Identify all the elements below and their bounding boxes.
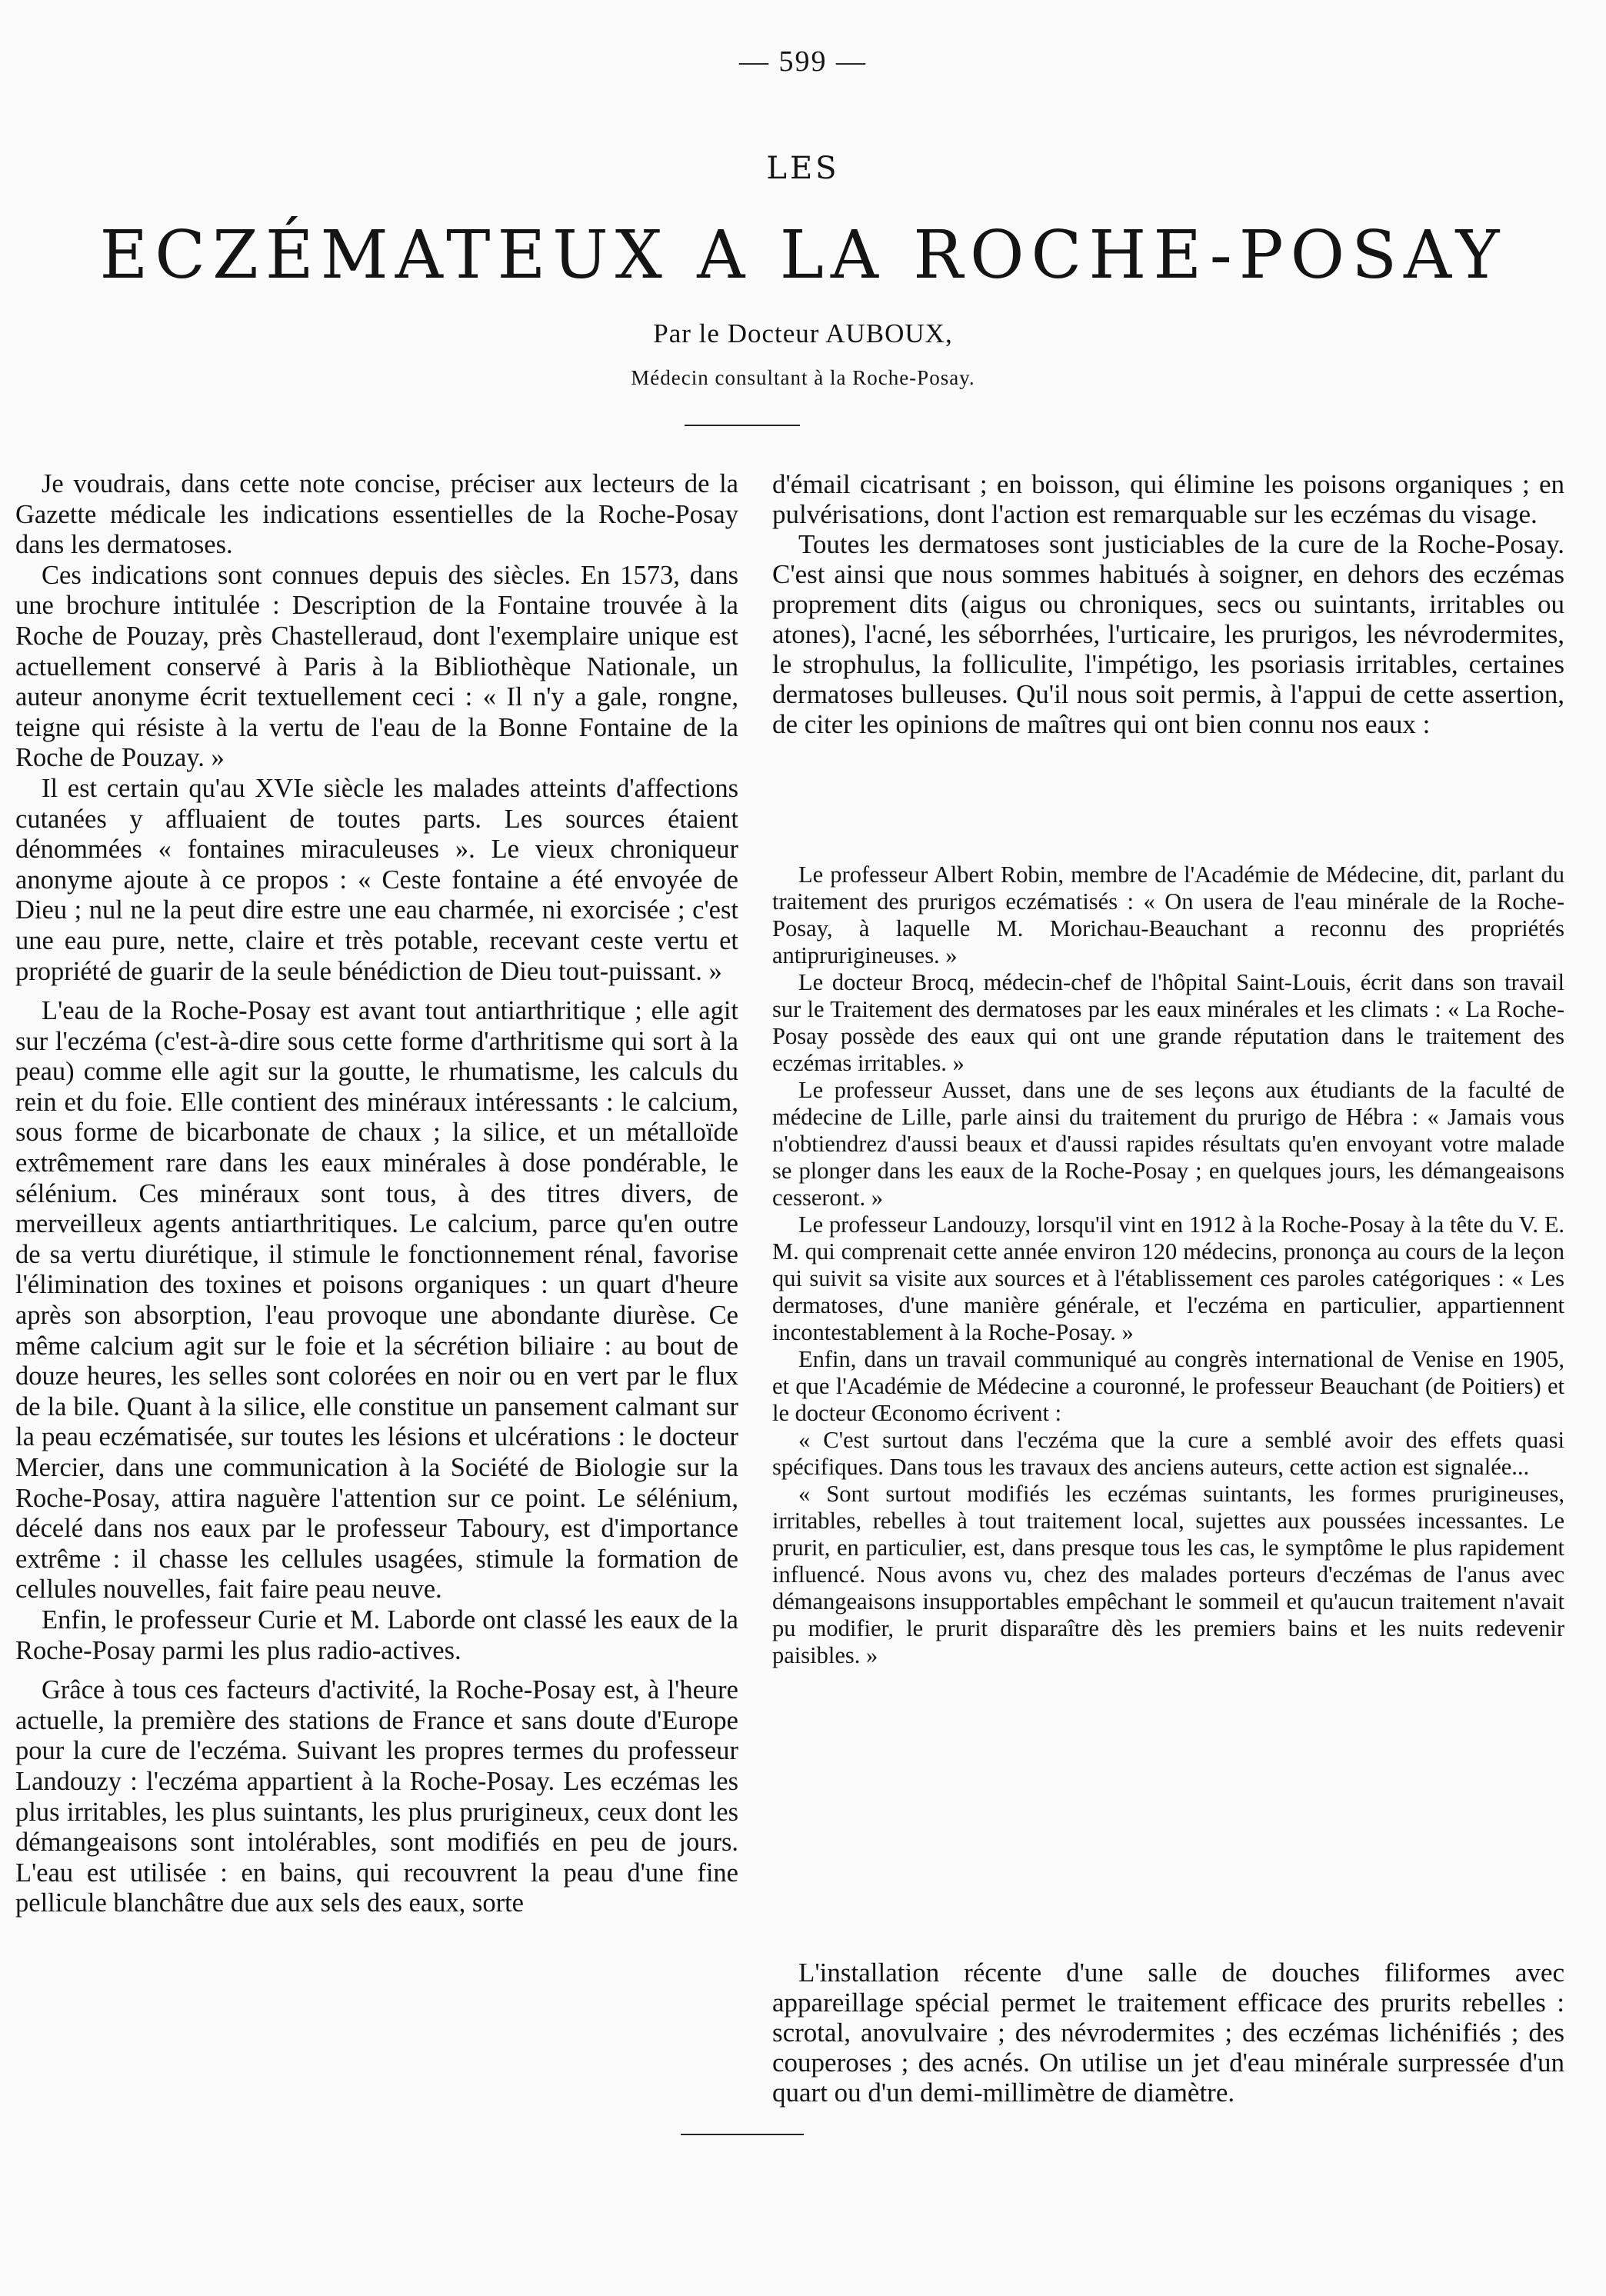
quote-paragraph: Enfin, dans un travail communiqué au congrès international de Venise en 1905, et que l'Académie de Médecine a couronné, le professeur Beauchant (de Poitiers) et le docteur Œconomo écrivent : — [772, 1346, 1564, 1426]
left-column — [15, 469, 738, 1919]
quote-paragraph: « Sont surtout modifiés les eczémas suintants, les formes prurigineuses, irritables, rebelles à tout traitement local, sujettes aux poussées incessantes. Le prurit, en particulier, est, dans presque tous les cas, le symptôme le plus rapidement influencé. Nous avons vu, chez des malades porteurs d'eczémas de l'anus avec démangeaisons insupportables empêchant le sommeil et qu'aucun traitement n'avait pu modifier, le prurit disparaître dès les premiers bains et les nuits redevenir paisibles. » — [772, 1481, 1564, 1668]
quote-paragraph: Le professeur Landouzy, lorsqu'il vint en 1912 à la Roche-Posay à la tête du V. E. M. qui comprenait cette année environ 120 médecins, prononça au cours de la leçon qui suivit sa visite aux sources et à l'établissement ces paroles catégoriques : « Les dermatoses, d'une manière générale, et l'eczéma en particulier, appartiennent incontestablement à la Roche-Posay. » — [772, 1211, 1564, 1345]
paragraph: Enfin, le professeur Curie et M. Laborde ont classé les eaux de la Roche-Posay parmi les plus radio-actives. — [15, 1605, 738, 1665]
title-kicker: LES — [766, 151, 840, 186]
paragraph: L'installation récente d'une salle de douches filiformes avec appareillage spécial permet le traitement efficace des prurits rebelles : scrotal, anovulvaire ; des névrodermites ; des eczémas lichénifiés ; des couperoses ; des acnés. On utilise un jet d'eau minérale surpressée d'un quart ou d'un demi-millimètre de diamètre. — [772, 1958, 1564, 2108]
paragraph: Il est certain qu'au XVIe siècle les malades atteints d'affections cutanées y affluaient de toutes parts. Les sources étaient dénommées « fontaines miraculeuses ». Le vieux chroniqueur anonyme ajoute à ce propos : « Ceste fontaine a été envoyée de Dieu ; nul ne la peut dire estre une eau charmée, ni exorcisée ; c'est une eau pure, nette, claire et très potable, recevant ceste vertu et propriété de guarir de la seule bénédiction de Dieu tout-puissant. » — [15, 773, 738, 986]
quote-paragraph: Le docteur Brocq, médecin-chef de l'hôpital Saint-Louis, écrit dans son travail sur le Traitement des dermatoses par les eaux minérales et les climats : « La Roche-Posay possède des eaux qui ont une grande réputation dans le traitement des eczémas irritables. » — [772, 969, 1564, 1076]
paragraph: Toutes les dermatoses sont justiciables de la cure de la Roche-Posay. C'est ainsi que nous sommes habitués à soigner, en dehors des eczémas proprement dits (aigus ou chroniques, secs ou suintants, irritables ou atones), l'acné, les séborrhées, l'urticaire, les prurigos, les névrodermites, le strophulus, la folliculite, l'impétigo, les psoriasis irritables, certaines dermatoses bulleuses. Qu'il nous soit permis, à l'appui de cette assertion, de citer les opinions de maîtres qui ont bien connu nos eaux : — [772, 529, 1564, 739]
paragraph: d'émail cicatrisant ; en boisson, qui élimine les poisons organiques ; en pulvérisations, dont l'action est remarquable sur les eczémas du visage. — [772, 469, 1564, 529]
quote-paragraph: « C'est surtout dans l'eczéma que la cure a semblé avoir des effets quasi spécifiques. Dans tous les travaux des anciens auteurs, cette action est signalée... — [772, 1427, 1564, 1480]
page-number: — 599 — — [739, 45, 867, 78]
end-divider — [681, 2134, 804, 2135]
right-column-intro — [772, 469, 1564, 739]
paragraph: Je voudrais, dans cette note concise, préciser aux lecteurs de la Gazette médicale les indications essentielles de la Roche-Posay dans les dermatoses. — [15, 469, 738, 560]
paragraph: L'eau de la Roche-Posay est avant tout antiarthritique ; elle agit sur l'eczéma (c'est-à-dire sous cette forme d'arthritisme qui sort à la peau) comme elle agit sur la goutte, le rhumatisme, les calculs du rein et du foie. Elle contient des minéraux intéressants : le calcium, sous forme de bicarbonate de chaux ; la silice, et un métalloïde extrêmement rare dans les eaux minérales à dose pondérable, le sélénium. Ces minéraux sont tous, à des titres divers, de merveilleux agents antiarthritiques. Le calcium, parce qu'en outre de sa vertu diurétique, il stimule le fonctionnement rénal, favorise l'élimination des toxines et poisons organiques : un quart d'heure après son absorption, l'eau provoque une abondante diurèse. Ce même calcium agit sur le foie et la sécrétion biliaire : au bout de douze heures, les selles sont colorées en noir ou en vert par le flux de la bile. Quant à la silice, elle constitue un pansement calmant sur la peau eczématisée, sur toutes les lésions et ulcérations : le docteur Mercier, dans une communication à la Société de Biologie sur la Roche-Posay, attira naguère l'attention sur ce point. Le sélénium, décelé dans nos eaux par le professeur Taboury, est d'importance extrême : il chasse les cellules usagées, stimule la formation de cellules nouvelles, fait faire peau neuve. — [15, 996, 738, 1605]
quote-paragraph: Le professeur Ausset, dans une de ses leçons aux étudiants de la faculté de médecine de Lille, parle ainsi du traitement du prurigo de Hébra : « Jamais vous n'obtiendrez d'aussi beaux et d'aussi rapides résultats qu'en envoyant votre malade se plonger dans les eaux de la Roche-Posay ; en quelques jours, les démangeaisons cesseront. » — [772, 1077, 1564, 1211]
title-divider — [685, 425, 800, 426]
paragraph: Grâce à tous ces facteurs d'activité, la Roche-Posay est, à l'heure actuelle, la première des stations de France et sans doute d'Europe pour la cure de l'eczéma. Suivant les propres termes du professeur Landouzy : l'eczéma appartient à la Roche-Posay. Les eczémas les plus irritables, les plus suintants, les plus prurigineux, ceux dont les démangeaisons sont intolérables, sont modifiés en peu de jours. L'eau est utilisée : en bains, qui recouvrent la peau d'une fine pellicule blanchâtre due aux sels des eaux, sorte — [15, 1675, 738, 1918]
author-role: Médecin consultant à la Roche-Posay. — [631, 366, 975, 389]
right-column-quotes — [772, 861, 1564, 1669]
article-title: ECZÉMATEUX A LA ROCHE-POSAY — [99, 217, 1507, 294]
article-byline: Par le Docteur AUBOUX, — [653, 318, 953, 348]
quote-paragraph: Le professeur Albert Robin, membre de l'Académie de Médecine, dit, parlant du traitement des prurigos eczématisés : « On usera de l'eau minérale de la Roche-Posay, à laquelle M. Morichau-Beauchant a reconnu des propriétés antiprurigineuses. » — [772, 861, 1564, 968]
paragraph: Ces indications sont connues depuis des siècles. En 1573, dans une brochure intitulée : Description de la Fontaine trouvée à la Roche de Pouzay, près Chastelleraud, dont l'exemplaire unique est actuellement conservé à Paris à la Bibliothèque Nationale, un auteur anonyme écrit textuellement ceci : « Il n'y a gale, rongne, teigne qui résiste à la vertu de l'eau de la Bonne Fontaine de la Roche de Pouzay. » — [15, 560, 738, 773]
right-column-closing — [772, 1958, 1564, 2108]
